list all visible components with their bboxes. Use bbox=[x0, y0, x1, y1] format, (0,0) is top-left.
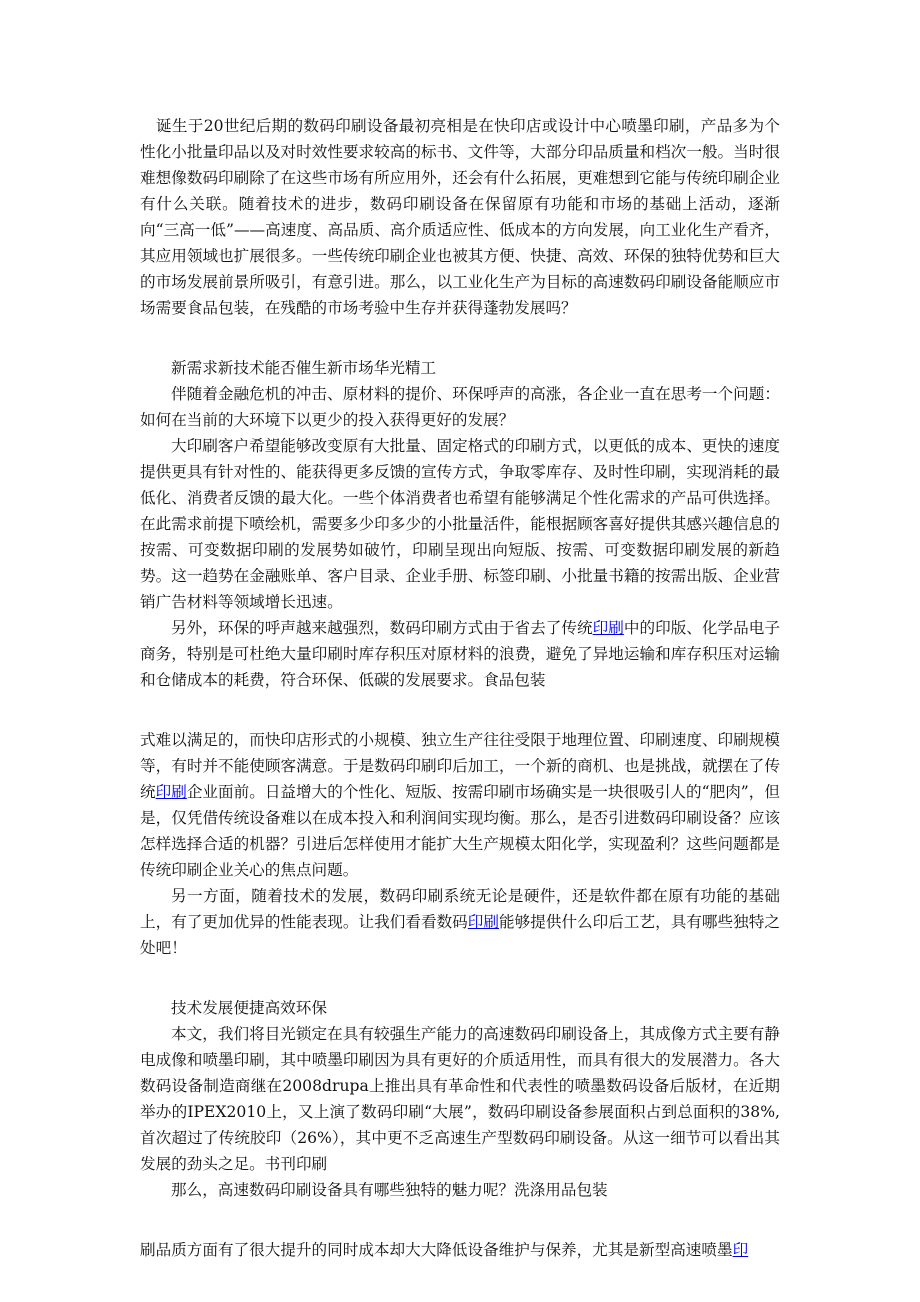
paragraph-2: 大印刷客户希望能够改变原有大批量、固定格式的印刷方式，以更低的成本、更快的速度提供更具有针对性的、能获得更多反馈的宣传方式，争取零库存、及时性印刷，实现消耗的最低化、消费者反馈的最大化。一些个体消费者也希望有能够满足个性化需求的产品可供选择。在此需求前提下喷绘机，需要多少印多少的小批量活件，能根据顾客喜好提供其感兴趣信息的按需、可变数据印刷的发展势如破竹，印刷呈现出向短版、按需、可变数据印刷发展的新趋势。这一趋势在金融账单、客户目录、企业手册、标签印刷、小批量书籍的按需出版、企业营销广告材料等领域增长迅速。 bbox=[140, 437, 780, 611]
paragraph-5 bbox=[140, 883, 780, 961]
paragraph-5-text-b: 能够提供什么印后工艺，具有哪些独特之处吧！ bbox=[140, 913, 780, 957]
spacer bbox=[140, 321, 780, 355]
paragraph-4-text-b: 企业面前。日益增大的个性化、短版、按需印刷市场确实是一块很吸引人的“肥肉”，但是，仅凭借传统设备难以在成本投入和利润间实现均衡。那么，是否引进数码印刷设备？应该怎样选择合适的机器？引进后怎样使用才能扩大生产规模太阳化学，实现盈利？这些问题都是传统印刷企业关心的焦点问题。 bbox=[140, 783, 780, 879]
printing-link[interactable]: 印刷 bbox=[155, 783, 187, 801]
top-margin bbox=[140, 0, 780, 113]
spacer bbox=[140, 693, 780, 727]
paragraph-8-text-a: 刷品质方面有了很大提升的同时成本却大大降低设备维护与保养，尤其是新型高速喷墨 bbox=[140, 1241, 733, 1259]
spacer bbox=[140, 961, 780, 995]
paragraph-4-text-a: 式难以满足的，而快印店形式的小规模、独立生产往往受限于地理位置、印刷速度、印刷规模等，有时并不能使顾客满意。于是数码印刷印后加工，一个新的商机、也是挑战，就摆在了传统 bbox=[140, 731, 780, 801]
printing-link[interactable]: 印 bbox=[732, 1241, 749, 1259]
section-heading-1: 新需求新技术能否催生新市场华光精工 bbox=[171, 359, 437, 377]
printing-link[interactable]: 印刷 bbox=[467, 913, 500, 931]
paragraph-4 bbox=[140, 727, 780, 883]
paragraph-5-text-a: 另一方面，随着技术的发展，数码印刷系统无论是硬件，还是软件都在原有功能的基础上，有了更加优异的性能表现。让我们看看数码 bbox=[140, 887, 780, 931]
paragraph-3-text-a: 另外，环保的呼声越来越强烈，数码印刷方式由于省去了传统 bbox=[171, 619, 593, 637]
spacer bbox=[140, 1203, 780, 1237]
printing-link[interactable]: 印刷 bbox=[592, 619, 624, 637]
paragraph-1: 伴随着金融危机的冲击、原材料的提价、环保呼声的高涨，各企业一直在思考一个问题：如何在当前的大环境下以更少的投入获得更好的发展？ bbox=[140, 385, 780, 429]
section-heading-2: 技术发展便捷高效环保 bbox=[171, 999, 327, 1017]
document-page bbox=[140, 0, 780, 1263]
paragraph-6: 本文，我们将目光锁定在具有较强生产能力的高速数码印刷设备上，其成像方式主要有静电成像和喷墨印刷，其中喷墨印刷因为具有更好的介质适用性，而具有很大的发展潜力。各大数码设备制造商继在2008drupa上推出具有革命性和代表性的喷墨数码设备后版材，在近期举办的IPEX2010上，又上演了数码印刷“大展”，数码印刷设备参展面积占到总面积的38%,首次超过了传统胶印（26%），其中更不乏高速生产型数码印刷设备。从这一细节可以看出其发展的劲头之足。书刊印刷 bbox=[140, 1025, 780, 1173]
paragraph-3-text-b: 中的印版、化学品电子商务，特别是可杜绝大量印刷时库存积压对原材料的浪费，避免了异地运输和库存积压对运输和仓储成本的耗费，符合环保、低碳的发展要求。食品包装 bbox=[140, 619, 780, 689]
paragraph-3 bbox=[140, 615, 780, 693]
paragraph-8 bbox=[140, 1237, 780, 1263]
paragraph-7: 那么，高速数码印刷设备具有哪些独特的魅力呢？洗涤用品包装 bbox=[171, 1181, 608, 1199]
intro-paragraph: 诞生于20世纪后期的数码印刷设备最初亮相是在快印店或设计中心喷墨印刷，产品多为个性化小批量印品以及对时效性要求较高的标书、文件等，大部分印品质量和档次一般。当时很难想像数码印刷除了在这些市场有所应用外，还会有什么拓展，更难想到它能与传统印刷企业有什么关联。随着技术的进步，数码印刷设备在保留原有功能和市场的基础上活动，逐渐向“三高一低”——高速度、高品质、高介质适应性、低成本的方向发展，向工业化生产看齐，其应用领域也扩展很多。一些传统印刷企业也被其方便、快捷、高效、环保的独特优势和巨大的市场发展前景所吸引，有意引进。那么，以工业化生产为目标的高速数码印刷设备能顺应市场需要食品包装，在残酷的市场考验中生存并获得蓬勃发展吗？ bbox=[140, 117, 780, 317]
